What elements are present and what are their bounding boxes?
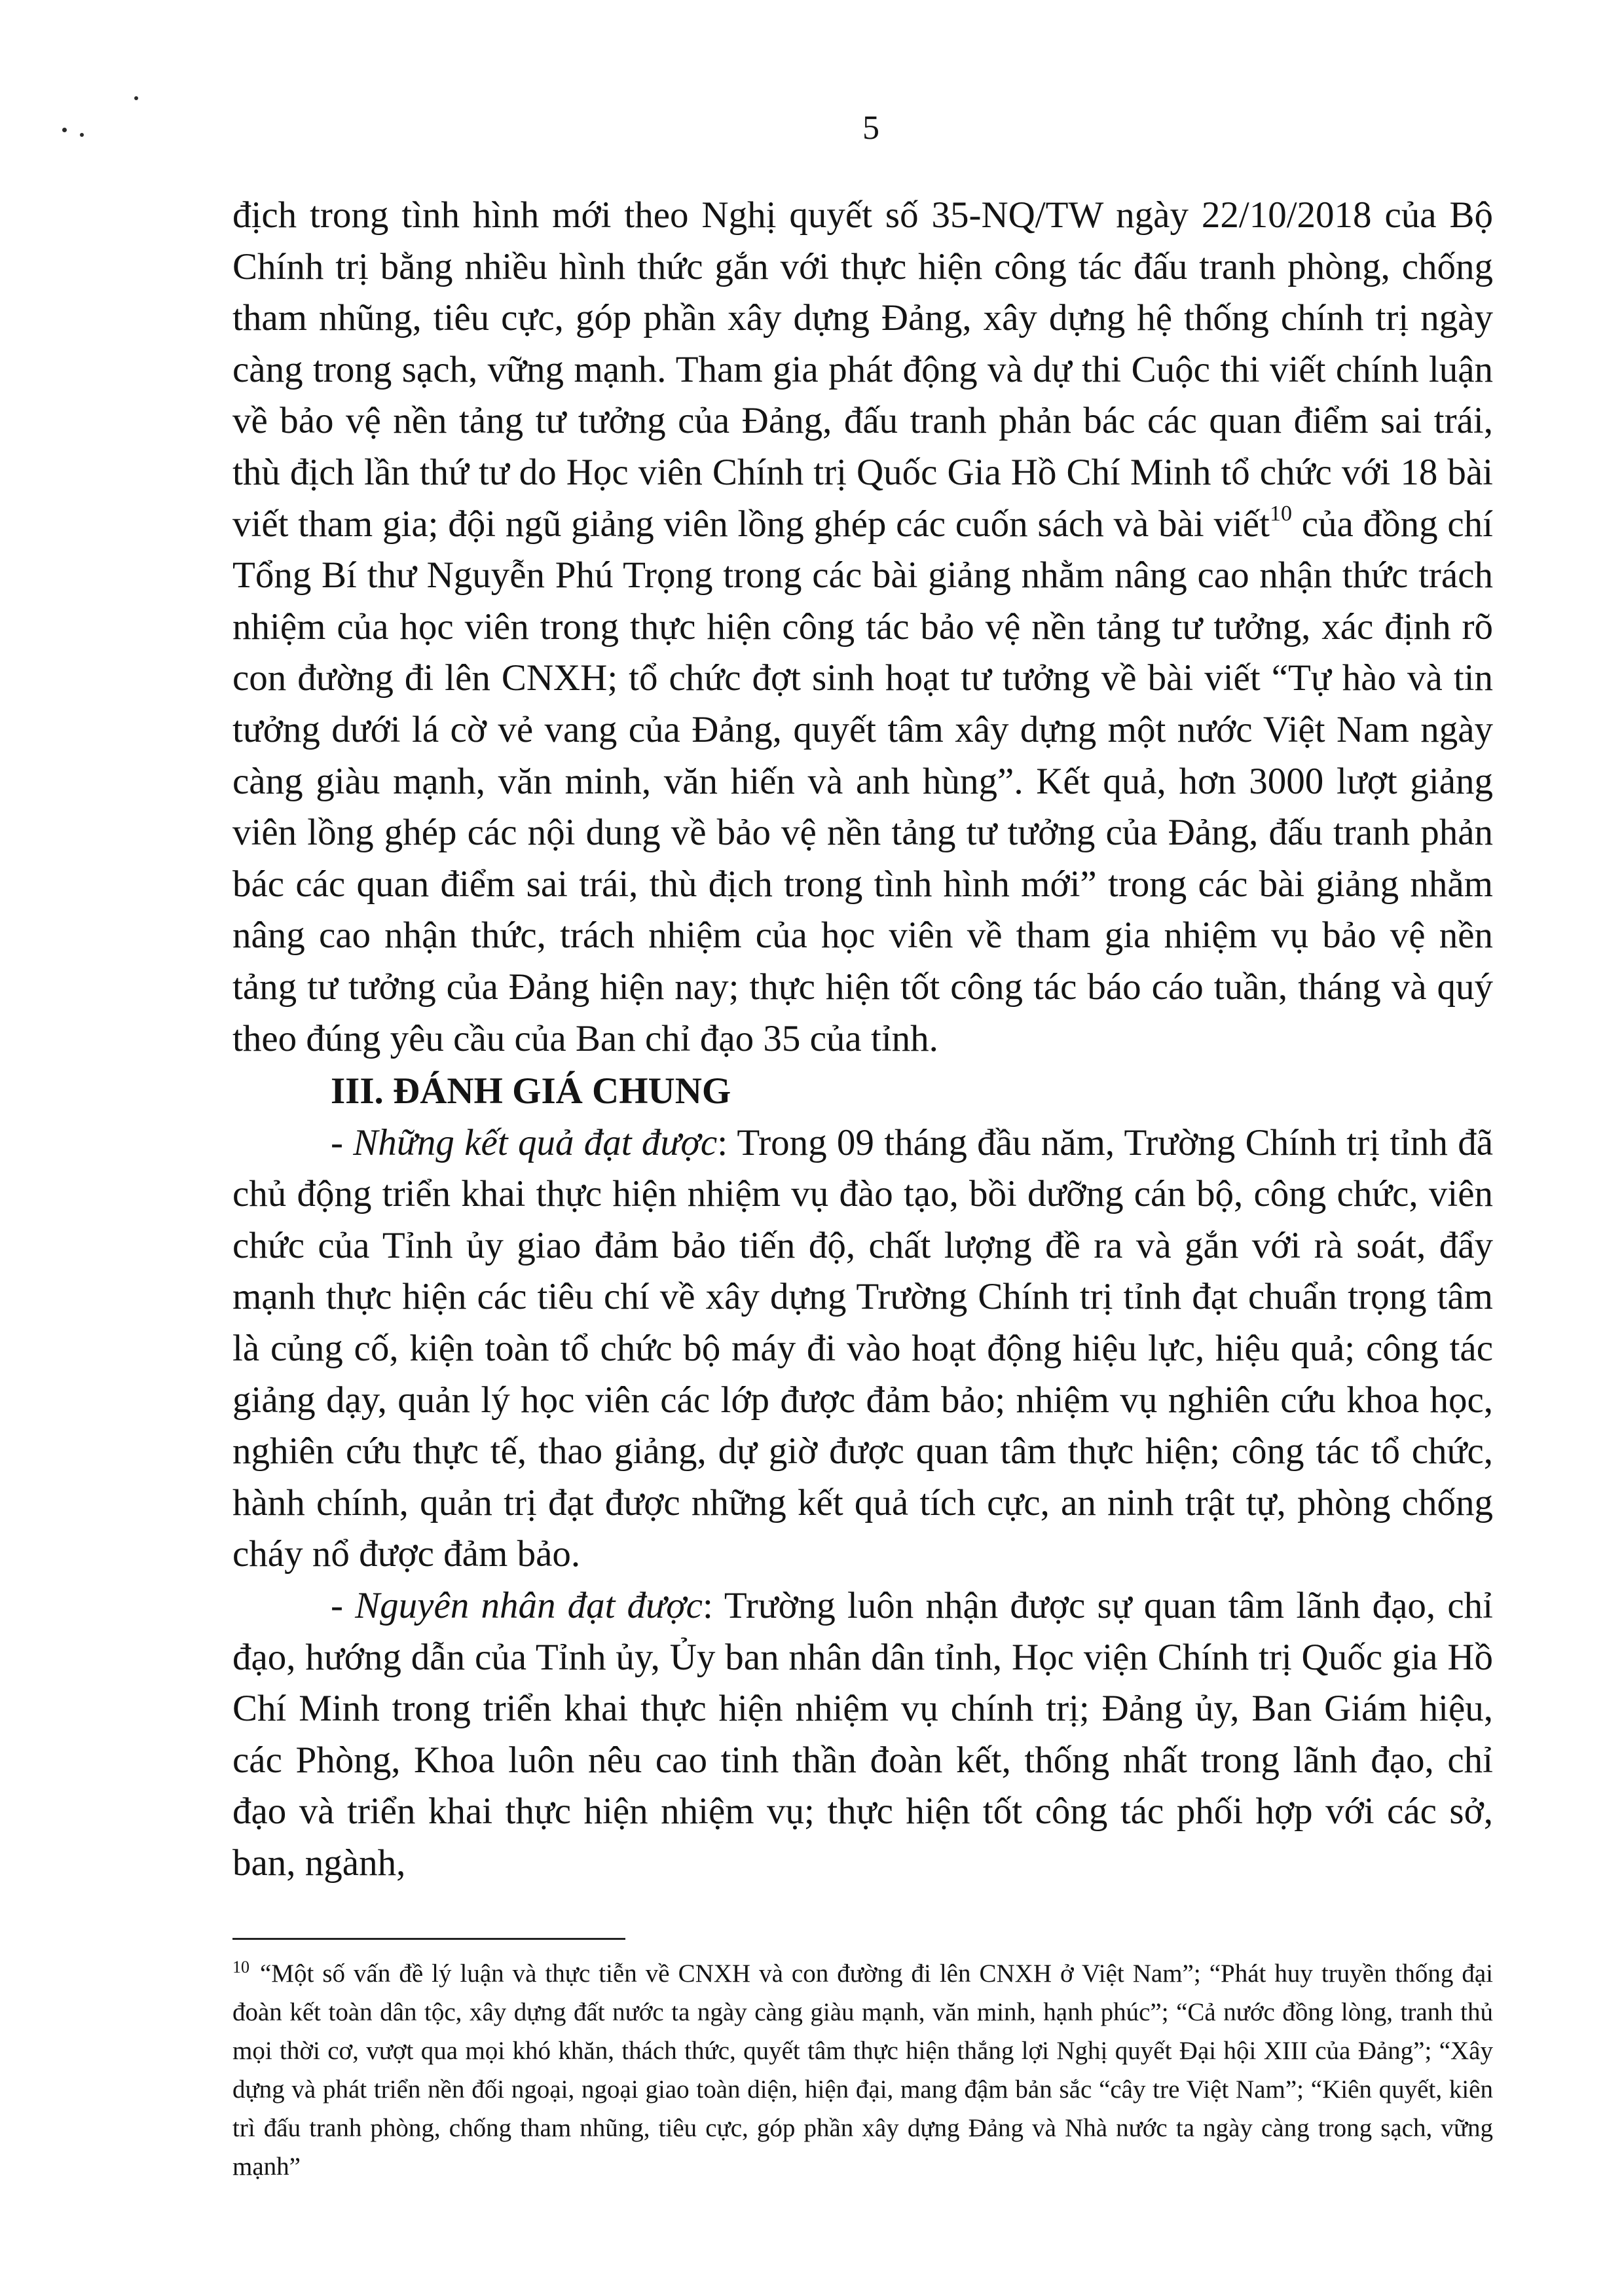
paragraph-text: : Trường luôn nhận được sự quan tâm lãnh đạo, chỉ đạo, hướng dẫn của Tỉnh ủy, Ủy ban nhân dân tỉnh, Học viện Chính trị Quốc gia Hồ Chí Minh trong triển khai thực hiện nhiệm vụ chính trị; Đảng ủy, Ban Giám hiệu, các Phòng, Khoa luôn nêu cao tinh thần đoàn kết, thống nhất trong lãnh đạo, chỉ đạo và triển khai thực hiện nhiệm vụ; thực hiện tốt công tác phối hợp với các sở, ban, ngành, (232, 1585, 1493, 1884)
section-heading: III. ĐÁNH GIÁ CHUNG (331, 1070, 731, 1112)
footnote-separator (232, 1938, 625, 1940)
scan-speck (134, 96, 138, 100)
paragraph-text: : Trong 09 tháng đầu năm, Trường Chính trị tỉnh đã chủ động triển khai thực hiện nhiệm vụ đào tạo, bồi dưỡng cán bộ, công chức, viên chức của Tỉnh ủy giao đảm bảo tiến độ, chất lượng đề ra và gắn với rà soát, đẩy mạnh thực hiện các tiêu chí về xây dựng Trường Chính trị tỉnh đạt chuẩn trọng tâm là củng cố, kiện toàn tổ chức bộ máy đi vào hoạt động hiệu lực, hiệu quả; công tác giảng dạy, quản lý học viên các lớp được đảm bảo; nhiệm vụ nghiên cứu khoa học, nghiên cứu thực tế, thao giảng, dự giờ được quan tâm thực hiện; công tác tổ chức, hành chính, quản trị đạt được những kết quả tích cực, an ninh trật tự, phòng chống cháy nổ được đảm bảo. (232, 1121, 1493, 1575)
footnote-marker: 10 (232, 1958, 249, 1977)
footnote-text: “Một số vấn đề lý luận và thực tiễn về CNXH và con đường đi lên CNXH ở Việt Nam”; “Phát huy truyền thống đại đoàn kết toàn dân tộc, xây dựng đất nước ta ngày càng giàu mạnh, văn minh, hạnh phúc”; “Cả nước đồng lòng, tranh thủ mọi thời cơ, vượt qua mọi khó khăn, thách thức, quyết tâm thực hiện thắng lợi Nghị quyết Đại hội XIII của Đảng”; “Xây dựng và phát triển nền đối ngoại, ngoại giao toàn diện, hiện đại, mang đậm bản sắc “cây tre Việt Nam”; “Kiên quyết, kiên trì đấu tranh phòng, chống tham nhũng, tiêu cực, góp phần xây dựng Đảng và Nhà nước ta ngày càng trong sạch, vững mạnh” (232, 1959, 1493, 2181)
footnote (232, 1954, 1493, 2186)
paragraph-achievements (232, 1118, 1493, 1580)
paragraph-text: địch trong tình hình mới theo Nghị quyết số 35-NQ/TW ngày 22/10/2018 của Bộ Chính trị bằng nhiều hình thức gắn với thực hiện công tác đấu tranh phòng, chống tham nhũng, tiêu cực, góp phần xây dựng Đảng, xây dựng hệ thống chính trị ngày càng trong sạch, vững mạnh. Tham gia phát động và dự thi Cuộc thi viết chính luận về bảo vệ nền tảng tư tưởng của Đảng, đấu tranh phản bác các quan điểm sai trái, thù địch lần thứ tư do Học viên Chính trị Quốc Gia Hồ Chí Minh tổ chức với 18 bài viết tham gia; đội ngũ giảng viên lồng ghép các cuốn sách và bài viết (232, 194, 1493, 545)
page-number: 5 (862, 109, 879, 147)
main-text (232, 190, 1493, 1889)
footnote-reference: 10 (1269, 501, 1292, 526)
paragraph-continuation (232, 190, 1493, 1065)
scan-speck (62, 128, 67, 132)
paragraph-text: của đồng chí Tổng Bí thư Nguyễn Phú Trọng trong các bài giảng nhằm nâng cao nhận thức trách nhiệm của học viên trong thực hiện công tác bảo vệ nền tảng tư tưởng, xác định rõ con đường đi lên CNXH; tổ chức đợt sinh hoạt tư tưởng về bài viết “Tự hào và tin tưởng dưới lá cờ vẻ vang của Đảng, quyết tâm xây dựng một nước Việt Nam ngày càng giàu mạnh, văn minh, văn hiến và anh hùng”. Kết quả, hơn 3000 lượt giảng viên lồng ghép các nội dung về bảo vệ nền tảng tư tưởng của Đảng, đấu tranh phản bác các quan điểm sai trái, thù địch trong tình hình mới” trong các bài giảng nhằm nâng cao nhận thức, trách nhiệm của học viên về tham gia nhiệm vụ bảo vệ nền tảng tư tưởng của Đảng hiện nay; thực hiện tốt công tác báo cáo tuần, tháng và quý theo đúng yêu cầu của Ban chỉ đạo 35 của tỉnh. (232, 503, 1494, 1059)
paragraph-causes (232, 1580, 1493, 1889)
scan-speck (80, 133, 84, 137)
paragraph-lead: - Những kết quả đạt được (331, 1121, 718, 1163)
paragraph-lead: - Nguyên nhân đạt được (331, 1585, 703, 1627)
